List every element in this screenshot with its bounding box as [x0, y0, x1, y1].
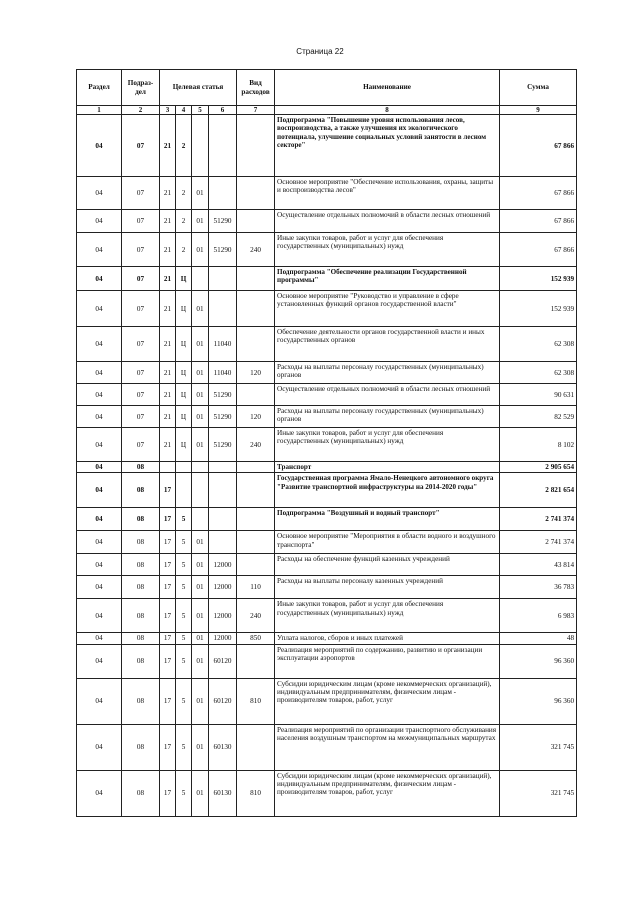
cell-sum: 152 939 [500, 291, 577, 327]
cell-sum: 96 360 [500, 678, 577, 724]
cell-sum: 321 745 [500, 770, 577, 816]
cell-subprogram: 5 [176, 678, 192, 724]
cell-program: 21 [160, 291, 176, 327]
table-row [77, 428, 577, 462]
cell-razdel: 04 [77, 633, 122, 644]
cell-sum: 90 631 [500, 384, 577, 406]
cell-razdel: 04 [77, 462, 122, 473]
cell-razdel: 04 [77, 115, 122, 177]
cell-sum: 2 905 654 [500, 462, 577, 473]
cell-program: 17 [160, 644, 176, 678]
col-num: 9 [500, 106, 577, 115]
cell-subprogram: Ц [176, 267, 192, 291]
cell-event: 01 [192, 327, 209, 362]
cell-subprogram [176, 462, 192, 473]
cell-direction: 11040 [209, 327, 237, 362]
cell-name: Государственная программа Ямало-Ненецкого автономного округа "Развитие транспортной инфраструктуры на 2014-2020 годы" [275, 473, 500, 508]
cell-direction: 51290 [209, 233, 237, 267]
cell-razdel: 04 [77, 233, 122, 267]
cell-razdel: 04 [77, 327, 122, 362]
cell-event: 01 [192, 633, 209, 644]
table-row [77, 177, 577, 210]
cell-subprogram: 5 [176, 531, 192, 554]
table-row [77, 644, 577, 678]
cell-event: 01 [192, 644, 209, 678]
cell-vid [237, 291, 275, 327]
header-podrazdel: Подраз-дел [122, 70, 160, 106]
budget-table [76, 69, 577, 817]
cell-name: Реализация мероприятий по организации транспортного обслуживания населения воздушным транспортом на межмуниципальных маршрутах [275, 724, 500, 770]
cell-sum: 96 360 [500, 644, 577, 678]
cell-name: Транспорт [275, 462, 500, 473]
cell-program: 17 [160, 678, 176, 724]
cell-subprogram: 2 [176, 115, 192, 177]
cell-direction: 51290 [209, 384, 237, 406]
cell-vid: 850 [237, 633, 275, 644]
cell-event: 01 [192, 554, 209, 576]
cell-name: Уплата налогов, сборов и иных платежей [275, 633, 500, 644]
cell-subprogram: Ц [176, 406, 192, 428]
cell-vid [237, 384, 275, 406]
cell-program: 21 [160, 177, 176, 210]
cell-subprogram: Ц [176, 428, 192, 462]
table-row [77, 770, 577, 816]
cell-event [192, 508, 209, 531]
cell-podrazdel: 08 [122, 644, 160, 678]
cell-program: 17 [160, 508, 176, 531]
cell-subprogram: Ц [176, 384, 192, 406]
cell-razdel: 04 [77, 576, 122, 599]
cell-podrazdel: 08 [122, 633, 160, 644]
header-vid: Вид расходов [237, 70, 275, 106]
cell-program: 21 [160, 428, 176, 462]
table-header [77, 70, 577, 106]
cell-subprogram: 5 [176, 508, 192, 531]
header-sum: Сумма [500, 70, 577, 106]
cell-sum: 152 939 [500, 267, 577, 291]
cell-subprogram: Ц [176, 327, 192, 362]
col-num: 7 [237, 106, 275, 115]
cell-subprogram: 2 [176, 210, 192, 233]
cell-direction [209, 473, 237, 508]
cell-name: Иные закупки товаров, работ и услуг для обеспечения государственных (муниципальных) нужд [275, 599, 500, 633]
cell-podrazdel: 08 [122, 724, 160, 770]
cell-event [192, 462, 209, 473]
header-target: Целевая статья [160, 70, 237, 106]
cell-podrazdel: 08 [122, 473, 160, 508]
cell-vid: 240 [237, 599, 275, 633]
table-row [77, 115, 577, 177]
table-row [77, 462, 577, 473]
cell-vid: 810 [237, 678, 275, 724]
cell-vid [237, 177, 275, 210]
table-row [77, 233, 577, 267]
cell-program: 17 [160, 599, 176, 633]
cell-direction: 12000 [209, 576, 237, 599]
table-row [77, 633, 577, 644]
cell-name: Расходы на обеспечение функций казенных учреждений [275, 554, 500, 576]
cell-podrazdel: 08 [122, 599, 160, 633]
table-row [77, 508, 577, 531]
table-row [77, 210, 577, 233]
cell-event: 01 [192, 406, 209, 428]
cell-direction [209, 115, 237, 177]
cell-razdel: 04 [77, 531, 122, 554]
cell-event: 01 [192, 724, 209, 770]
cell-sum: 67 866 [500, 177, 577, 210]
cell-name: Субсидии юридическим лицам (кроме некоммерческих организаций), индивидуальным предпринимателям, физическим лицам - производителям товаров, работ, услуг [275, 678, 500, 724]
cell-vid: 120 [237, 406, 275, 428]
cell-sum: 6 983 [500, 599, 577, 633]
cell-sum: 43 814 [500, 554, 577, 576]
table-row [77, 724, 577, 770]
cell-name: Осуществление отдельных полномочий в области лесных отношений [275, 210, 500, 233]
cell-program [160, 462, 176, 473]
cell-razdel: 04 [77, 644, 122, 678]
cell-vid: 110 [237, 576, 275, 599]
cell-event: 01 [192, 576, 209, 599]
cell-program: 21 [160, 267, 176, 291]
cell-event: 01 [192, 428, 209, 462]
cell-sum: 321 745 [500, 724, 577, 770]
cell-vid [237, 531, 275, 554]
cell-vid: 240 [237, 233, 275, 267]
cell-program: 17 [160, 554, 176, 576]
cell-subprogram: Ц [176, 362, 192, 384]
cell-razdel: 04 [77, 508, 122, 531]
cell-direction: 51290 [209, 428, 237, 462]
cell-razdel: 04 [77, 599, 122, 633]
cell-vid: 810 [237, 770, 275, 816]
cell-program: 17 [160, 770, 176, 816]
cell-event: 01 [192, 384, 209, 406]
cell-event: 01 [192, 770, 209, 816]
cell-name: Обеспечение деятельности органов государственной власти и иных государственных органов [275, 327, 500, 362]
cell-podrazdel: 08 [122, 678, 160, 724]
cell-podrazdel: 07 [122, 115, 160, 177]
cell-subprogram: 5 [176, 576, 192, 599]
cell-sum: 67 866 [500, 210, 577, 233]
cell-podrazdel: 08 [122, 462, 160, 473]
cell-name: Расходы на выплаты персоналу казенных учреждений [275, 576, 500, 599]
cell-razdel: 04 [77, 406, 122, 428]
cell-sum: 67 866 [500, 233, 577, 267]
cell-razdel: 04 [77, 291, 122, 327]
cell-name: Субсидии юридическим лицам (кроме некоммерческих организаций), индивидуальным предпринимателям, физическим лицам - производителям товаров, работ, услуг [275, 770, 500, 816]
column-numbers-row [77, 106, 577, 115]
cell-podrazdel: 08 [122, 770, 160, 816]
cell-direction: 12000 [209, 633, 237, 644]
cell-sum: 67 866 [500, 115, 577, 177]
col-num: 5 [192, 106, 209, 115]
cell-vid [237, 473, 275, 508]
table-row [77, 362, 577, 384]
cell-sum: 8 102 [500, 428, 577, 462]
cell-name: Основное мероприятие "Мероприятия в области водного и воздушного транспорта" [275, 531, 500, 554]
cell-podrazdel: 07 [122, 291, 160, 327]
cell-sum: 62 308 [500, 327, 577, 362]
cell-podrazdel: 07 [122, 327, 160, 362]
cell-name: Реализация мероприятий по содержанию, развитию и организации эксплуатации аэропортов [275, 644, 500, 678]
cell-name: Осуществление отдельных полномочий в области лесных отношений [275, 384, 500, 406]
cell-razdel: 04 [77, 267, 122, 291]
table-row [77, 267, 577, 291]
header-name: Наименование [275, 70, 500, 106]
cell-name: Расходы на выплаты персоналу государственных (муниципальных) органов [275, 406, 500, 428]
col-num: 8 [275, 106, 500, 115]
cell-direction: 12000 [209, 554, 237, 576]
cell-name: Основное мероприятие "Руководство и управление в сфере установленных функций органов государственной власти" [275, 291, 500, 327]
cell-program: 21 [160, 233, 176, 267]
cell-event: 01 [192, 362, 209, 384]
cell-podrazdel: 08 [122, 576, 160, 599]
cell-program: 17 [160, 724, 176, 770]
cell-program: 21 [160, 210, 176, 233]
cell-direction [209, 291, 237, 327]
table-row [77, 406, 577, 428]
cell-event: 01 [192, 291, 209, 327]
table-row [77, 599, 577, 633]
cell-program: 21 [160, 327, 176, 362]
cell-direction [209, 267, 237, 291]
cell-direction: 12000 [209, 599, 237, 633]
page-number: Страница 22 [296, 47, 344, 56]
cell-program: 17 [160, 473, 176, 508]
col-num: 6 [209, 106, 237, 115]
cell-podrazdel: 08 [122, 508, 160, 531]
cell-program: 17 [160, 576, 176, 599]
cell-podrazdel: 08 [122, 531, 160, 554]
cell-sum: 2 741 374 [500, 531, 577, 554]
header-razdel: Раздел [77, 70, 122, 106]
cell-direction: 60130 [209, 724, 237, 770]
cell-name: Подпрограмма "Повышение уровня использования лесов, воспроизводства, а также улучшения их экологического потенциала, улучшение социальных условий занятости в лесном секторе" [275, 115, 500, 177]
cell-subprogram: 5 [176, 644, 192, 678]
cell-event [192, 473, 209, 508]
cell-name: Основное мероприятие "Обеспечение использования, охраны, защиты и воспроизводства лесов" [275, 177, 500, 210]
cell-razdel: 04 [77, 428, 122, 462]
cell-subprogram: 5 [176, 554, 192, 576]
cell-razdel: 04 [77, 678, 122, 724]
cell-event: 01 [192, 599, 209, 633]
table-row [77, 291, 577, 327]
cell-sum: 82 529 [500, 406, 577, 428]
cell-direction [209, 462, 237, 473]
cell-sum: 2 741 374 [500, 508, 577, 531]
col-num: 3 [160, 106, 176, 115]
cell-event: 01 [192, 531, 209, 554]
cell-subprogram: 5 [176, 770, 192, 816]
cell-name: Иные закупки товаров, работ и услуг для обеспечения государственных (муниципальных) нужд [275, 428, 500, 462]
cell-razdel: 04 [77, 770, 122, 816]
col-num: 4 [176, 106, 192, 115]
cell-subprogram: 5 [176, 599, 192, 633]
cell-program: 21 [160, 362, 176, 384]
cell-subprogram: 2 [176, 233, 192, 267]
cell-vid [237, 210, 275, 233]
col-num: 1 [77, 106, 122, 115]
cell-razdel: 04 [77, 177, 122, 210]
cell-direction [209, 508, 237, 531]
cell-subprogram: 5 [176, 724, 192, 770]
cell-vid [237, 115, 275, 177]
cell-direction: 11040 [209, 362, 237, 384]
cell-razdel: 04 [77, 724, 122, 770]
table-row [77, 384, 577, 406]
cell-direction: 60120 [209, 678, 237, 724]
cell-podrazdel: 07 [122, 428, 160, 462]
cell-name: Иные закупки товаров, работ и услуг для обеспечения государственных (муниципальных) нужд [275, 233, 500, 267]
cell-program: 21 [160, 406, 176, 428]
cell-razdel: 04 [77, 473, 122, 508]
cell-direction: 51290 [209, 406, 237, 428]
cell-podrazdel: 07 [122, 362, 160, 384]
table-row [77, 554, 577, 576]
cell-sum: 36 783 [500, 576, 577, 599]
cell-vid [237, 267, 275, 291]
cell-vid [237, 327, 275, 362]
cell-subprogram: 2 [176, 177, 192, 210]
cell-vid [237, 644, 275, 678]
cell-direction: 60130 [209, 770, 237, 816]
cell-podrazdel: 07 [122, 384, 160, 406]
cell-name: Подпрограмма "Воздушный и водный транспорт" [275, 508, 500, 531]
cell-vid [237, 508, 275, 531]
table-row [77, 678, 577, 724]
cell-direction [209, 177, 237, 210]
cell-event: 01 [192, 177, 209, 210]
cell-podrazdel: 07 [122, 210, 160, 233]
cell-program: 17 [160, 633, 176, 644]
cell-vid [237, 462, 275, 473]
cell-razdel: 04 [77, 210, 122, 233]
cell-subprogram: Ц [176, 291, 192, 327]
cell-event: 01 [192, 233, 209, 267]
cell-subprogram: 5 [176, 633, 192, 644]
table-body [77, 115, 577, 816]
cell-vid: 240 [237, 428, 275, 462]
cell-program: 17 [160, 531, 176, 554]
cell-podrazdel: 07 [122, 177, 160, 210]
cell-sum: 48 [500, 633, 577, 644]
cell-program: 21 [160, 115, 176, 177]
cell-event: 01 [192, 210, 209, 233]
cell-name: Подпрограмма "Обеспечение реализации Государственной программы" [275, 267, 500, 291]
cell-razdel: 04 [77, 554, 122, 576]
cell-direction: 51290 [209, 210, 237, 233]
cell-event [192, 115, 209, 177]
cell-event: 01 [192, 678, 209, 724]
cell-program: 21 [160, 384, 176, 406]
cell-event [192, 267, 209, 291]
table-row [77, 531, 577, 554]
table-row [77, 473, 577, 508]
table-row [77, 576, 577, 599]
cell-sum: 2 821 654 [500, 473, 577, 508]
cell-name: Расходы на выплаты персоналу государственных (муниципальных) органов [275, 362, 500, 384]
cell-razdel: 04 [77, 384, 122, 406]
cell-direction: 60120 [209, 644, 237, 678]
col-num: 2 [122, 106, 160, 115]
cell-razdel: 04 [77, 362, 122, 384]
cell-vid: 120 [237, 362, 275, 384]
cell-direction [209, 531, 237, 554]
cell-podrazdel: 08 [122, 554, 160, 576]
cell-vid [237, 554, 275, 576]
cell-vid [237, 724, 275, 770]
cell-subprogram [176, 473, 192, 508]
cell-podrazdel: 07 [122, 233, 160, 267]
cell-sum: 62 308 [500, 362, 577, 384]
cell-podrazdel: 07 [122, 406, 160, 428]
cell-podrazdel: 07 [122, 267, 160, 291]
table-row [77, 327, 577, 362]
